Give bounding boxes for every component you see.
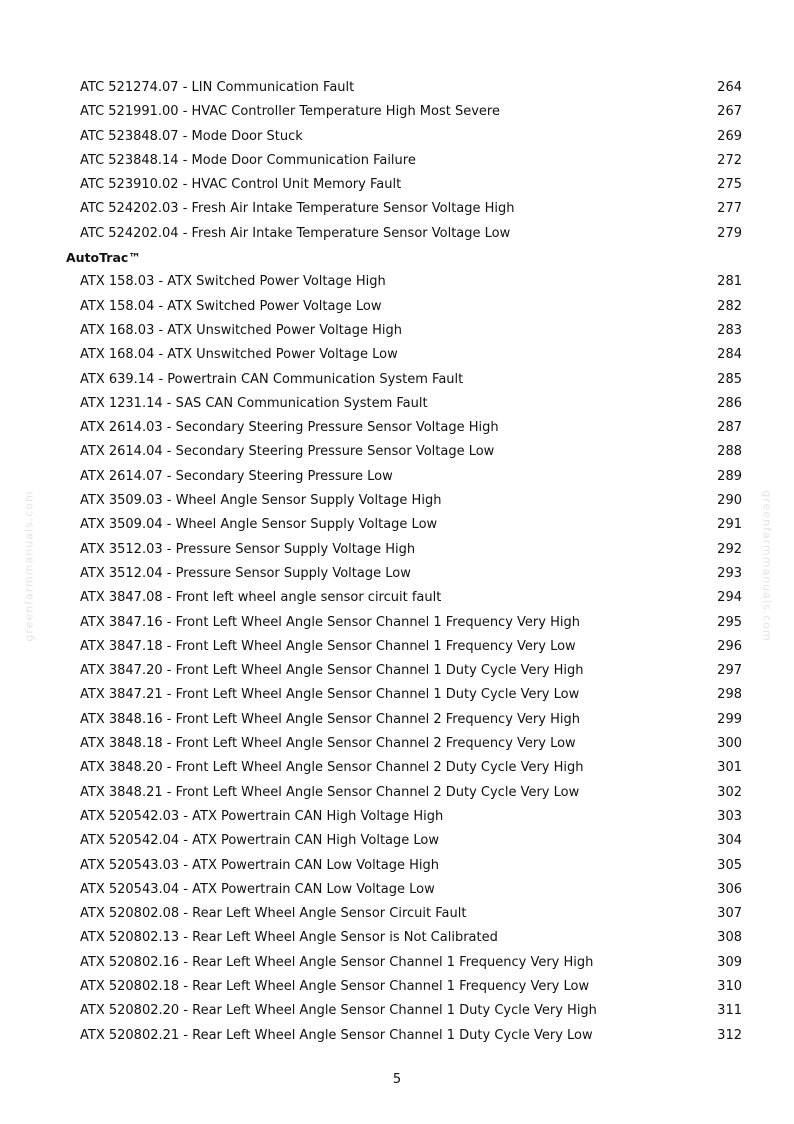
toc-entry[interactable] — [0, 902, 794, 926]
toc-entry[interactable] — [0, 270, 794, 294]
toc-entry-title: ATX 520802.21 - Rear Left Wheel Angle Sensor Channel 1 Duty Cycle Very Low — [80, 1027, 593, 1043]
toc-entry[interactable] — [0, 878, 794, 902]
section-heading-row — [0, 246, 794, 270]
toc-entry[interactable] — [0, 222, 794, 246]
toc-entry[interactable] — [0, 392, 794, 416]
toc-entry-page: 288 — [717, 444, 742, 460]
toc-entry-page: 279 — [717, 225, 742, 241]
toc-entry-title: ATX 2614.07 - Secondary Steering Pressure Low — [80, 468, 393, 484]
toc-entry-title: ATX 158.03 - ATX Switched Power Voltage High — [80, 274, 386, 290]
toc-entry[interactable] — [0, 319, 794, 343]
toc-entry[interactable] — [0, 149, 794, 173]
toc-entry[interactable] — [0, 368, 794, 392]
toc-entry-page: 311 — [717, 1003, 742, 1019]
toc-entry-page: 269 — [717, 128, 742, 144]
toc-entry-title: ATX 520543.03 - ATX Powertrain CAN Low Voltage High — [80, 857, 440, 873]
toc-entry-page: 267 — [717, 104, 742, 120]
toc-entry-title: ATX 168.04 - ATX Unswitched Power Voltage Low — [80, 347, 398, 363]
toc-entry-page: 304 — [717, 833, 742, 849]
toc-entry-page: 312 — [717, 1027, 742, 1043]
toc-entry[interactable] — [0, 125, 794, 149]
toc-entry[interactable] — [0, 708, 794, 732]
toc-entry-title: ATX 3847.16 - Front Left Wheel Angle Sensor Channel 1 Frequency Very High — [80, 614, 580, 630]
toc-entry-title: ATX 520542.04 - ATX Powertrain CAN High Voltage Low — [80, 833, 440, 849]
toc-entry-title: ATX 2614.03 - Secondary Steering Pressure Sensor Voltage High — [80, 420, 499, 436]
toc-entry-page: 310 — [717, 978, 742, 994]
toc-entry-page: 264 — [717, 80, 742, 95]
toc-entry-title: ATX 3509.03 - Wheel Angle Sensor Supply Voltage High — [80, 493, 442, 509]
toc-entry-title: ATX 3848.21 - Front Left Wheel Angle Sensor Channel 2 Duty Cycle Very Low — [80, 784, 580, 800]
toc-entry-title: ATX 639.14 - Powertrain CAN Communication System Fault — [80, 371, 464, 387]
toc-entry[interactable] — [0, 416, 794, 440]
toc-entry-title: ATX 520802.20 - Rear Left Wheel Angle Sensor Channel 1 Duty Cycle Very High — [80, 1003, 597, 1019]
toc-entry-page: 300 — [717, 736, 742, 752]
toc-entry-page: 299 — [717, 711, 742, 727]
toc-entry[interactable] — [0, 76, 794, 100]
toc-entry[interactable] — [0, 100, 794, 124]
toc-entry[interactable] — [0, 975, 794, 999]
toc-entry[interactable] — [0, 999, 794, 1023]
toc-entry-page: 287 — [717, 420, 742, 436]
toc-entry[interactable] — [0, 489, 794, 513]
toc-entry-page: 290 — [717, 493, 742, 509]
toc-entry-title: ATX 158.04 - ATX Switched Power Voltage Low — [80, 298, 382, 314]
toc-entry[interactable] — [0, 829, 794, 853]
toc-entry-title: ATC 523848.14 - Mode Door Communication Failure — [80, 152, 416, 168]
toc-entry[interactable] — [0, 197, 794, 221]
toc-entry-page: 282 — [717, 298, 742, 314]
toc-entry-title: ATX 3847.08 - Front left wheel angle sensor circuit fault — [80, 590, 442, 606]
toc-entry-title: ATC 523910.02 - HVAC Control Unit Memory Fault — [80, 177, 402, 193]
toc-entry[interactable] — [0, 732, 794, 756]
toc-entry-title: ATX 1231.14 - SAS CAN Communication System Fault — [80, 395, 428, 411]
toc-entry-page: 303 — [717, 808, 742, 824]
toc-entry[interactable] — [0, 659, 794, 683]
toc-entry-page: 272 — [717, 152, 742, 168]
toc-entry[interactable] — [0, 805, 794, 829]
toc-entry-title: ATC 524202.04 - Fresh Air Intake Temperature Sensor Voltage Low — [80, 225, 511, 241]
toc-entry-page: 291 — [717, 517, 742, 533]
toc-entry-page: 286 — [717, 395, 742, 411]
toc-entry-page: 281 — [717, 274, 742, 290]
toc-entry[interactable] — [0, 538, 794, 562]
toc-entry-title: ATX 3512.04 - Pressure Sensor Supply Voltage Low — [80, 565, 411, 581]
toc-entry[interactable] — [0, 611, 794, 635]
toc-entry-page: 309 — [717, 954, 742, 970]
toc-entry[interactable] — [0, 926, 794, 950]
toc-entry-title: ATX 3847.20 - Front Left Wheel Angle Sensor Channel 1 Duty Cycle Very High — [80, 663, 584, 679]
toc-entry[interactable] — [0, 1024, 794, 1048]
toc-entry-page: 305 — [717, 857, 742, 873]
toc-entry[interactable] — [0, 173, 794, 197]
section-heading: AutoTrac™ — [66, 250, 141, 266]
toc-entry[interactable] — [0, 343, 794, 367]
toc-entry-title: ATX 3847.21 - Front Left Wheel Angle Sensor Channel 1 Duty Cycle Very Low — [80, 687, 580, 703]
toc-entry-page: 283 — [717, 322, 742, 338]
toc-entry-page: 277 — [717, 201, 742, 217]
toc-entry[interactable] — [0, 635, 794, 659]
toc-entry-page: 306 — [717, 881, 742, 897]
toc-entry[interactable] — [0, 562, 794, 586]
toc-entry-page: 302 — [717, 784, 742, 800]
toc-entry-title: ATX 3512.03 - Pressure Sensor Supply Voltage High — [80, 541, 416, 557]
toc-entry-page: 308 — [717, 930, 742, 946]
toc-entry[interactable] — [0, 586, 794, 610]
toc-entry[interactable] — [0, 440, 794, 464]
toc-entry-page: 285 — [717, 371, 742, 387]
toc-entry-title: ATX 2614.04 - Secondary Steering Pressure Sensor Voltage Low — [80, 444, 495, 460]
toc-entry-page: 298 — [717, 687, 742, 703]
table-of-contents — [0, 76, 794, 1048]
toc-entry[interactable] — [0, 951, 794, 975]
toc-entry-page: 289 — [717, 468, 742, 484]
toc-entry-page: 307 — [717, 906, 742, 922]
toc-entry[interactable] — [0, 465, 794, 489]
toc-entry[interactable] — [0, 683, 794, 707]
toc-entry[interactable] — [0, 295, 794, 319]
toc-entry-title: ATX 520802.16 - Rear Left Wheel Angle Sensor Channel 1 Frequency Very High — [80, 954, 594, 970]
toc-entry-page: 284 — [717, 347, 742, 363]
toc-entry-title: ATX 520802.13 - Rear Left Wheel Angle Sensor is Not Calibrated — [80, 930, 498, 946]
toc-entry-page: 296 — [717, 638, 742, 654]
toc-entry-page: 293 — [717, 565, 742, 581]
toc-entry-page: 292 — [717, 541, 742, 557]
toc-entry-title: ATC 521274.07 - LIN Communication Fault — [80, 80, 355, 95]
toc-entry-title: ATC 521991.00 - HVAC Controller Temperature High Most Severe — [80, 104, 500, 120]
toc-entry-page: 295 — [717, 614, 742, 630]
toc-entry-title: ATX 3847.18 - Front Left Wheel Angle Sensor Channel 1 Frequency Very Low — [80, 638, 576, 654]
toc-entry-title: ATX 520802.18 - Rear Left Wheel Angle Sensor Channel 1 Frequency Very Low — [80, 978, 590, 994]
toc-entry[interactable] — [0, 854, 794, 878]
toc-entry-title: ATC 523848.07 - Mode Door Stuck — [80, 128, 303, 144]
watermark-right: greenfarmmanuals.com — [760, 490, 774, 642]
toc-entry[interactable] — [0, 756, 794, 780]
toc-entry-page: 275 — [717, 177, 742, 193]
toc-entry-title: ATX 520543.04 - ATX Powertrain CAN Low Voltage Low — [80, 881, 435, 897]
toc-entry[interactable] — [0, 513, 794, 537]
toc-entry-title: ATX 520542.03 - ATX Powertrain CAN High Voltage High — [80, 808, 444, 824]
toc-entry[interactable] — [0, 781, 794, 805]
toc-entry-page: 294 — [717, 590, 742, 606]
toc-entry-title: ATX 3509.04 - Wheel Angle Sensor Supply Voltage Low — [80, 517, 438, 533]
watermark-left: greenfarmmanuals.com — [22, 490, 36, 642]
toc-entry-title: ATX 3848.20 - Front Left Wheel Angle Sensor Channel 2 Duty Cycle Very High — [80, 760, 584, 776]
toc-entry-title: ATX 168.03 - ATX Unswitched Power Voltage High — [80, 322, 403, 338]
toc-entry-title: ATC 524202.03 - Fresh Air Intake Temperature Sensor Voltage High — [80, 201, 515, 217]
toc-entry-title: ATX 3848.16 - Front Left Wheel Angle Sensor Channel 2 Frequency Very High — [80, 711, 580, 727]
toc-entry-title: ATX 520802.08 - Rear Left Wheel Angle Sensor Circuit Fault — [80, 906, 467, 922]
toc-entry-title: ATX 3848.18 - Front Left Wheel Angle Sensor Channel 2 Frequency Very Low — [80, 736, 576, 752]
page-number: 5 — [392, 1072, 402, 1087]
toc-entry-page: 301 — [717, 760, 742, 776]
toc-entry-page: 297 — [717, 663, 742, 679]
